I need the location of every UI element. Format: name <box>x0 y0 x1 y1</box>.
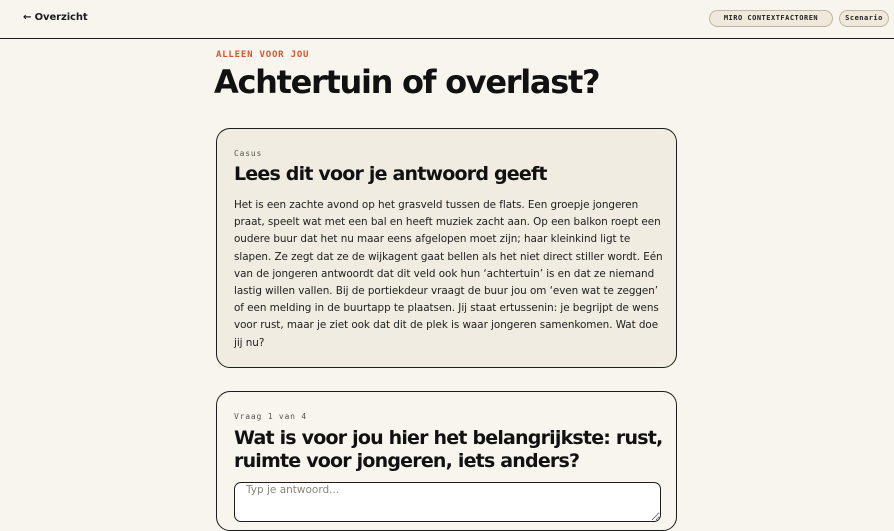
case-kicker: Casus <box>234 149 263 158</box>
top-bar <box>0 0 894 39</box>
question-counter: Vraag 1 van 4 <box>234 412 308 421</box>
case-heading: Lees dit voor je antwoord geeft <box>234 163 547 185</box>
page-title: Achtertuin of overlast? <box>214 63 600 101</box>
question-card <box>216 391 677 531</box>
answer-input[interactable] <box>234 482 661 522</box>
case-text: Het is een zachte avond op het grasveld tussen de flats. Een groepje jongeren praat, speelt wat met een bal en heeft muziek zacht aan. Op een balkon roept een oudere buur dat het nu maar eens afgelopen moet zijn; haar kleinkind ligt te slapen. Ze zegt dat ze de wijkagent gaat bellen als het niet direct stiller wordt. Eén van de jongeren antwoordt dat dit veld ook hun ‘achtertuin’ is en dat ze niemand lastig willen vallen. Bij de portiekdeur vraagt de buur jou om ‘even wat te zeggen’ of een melding in de buurtapp te plaatsen. Jij staat ertussenin: je begrijpt de wens voor rust, maar je ziet ook dat dit de plek is waar jongeren samenkomen. Wat doe jij nu? <box>234 199 663 349</box>
scenario-button[interactable]: Scenario <box>839 10 889 27</box>
case-card <box>216 128 677 368</box>
miro-contextfactoren-button[interactable]: MIRO CONTEXTFACTOREN <box>709 10 833 27</box>
question-heading: Wat is voor jou hier het belangrijkste: rust, ruimte voor jongeren, iets anders? <box>234 427 663 472</box>
page-eyebrow: ALLEEN VOOR JOU <box>216 50 310 60</box>
back-to-overview-link[interactable]: ← Overzicht <box>23 12 88 23</box>
